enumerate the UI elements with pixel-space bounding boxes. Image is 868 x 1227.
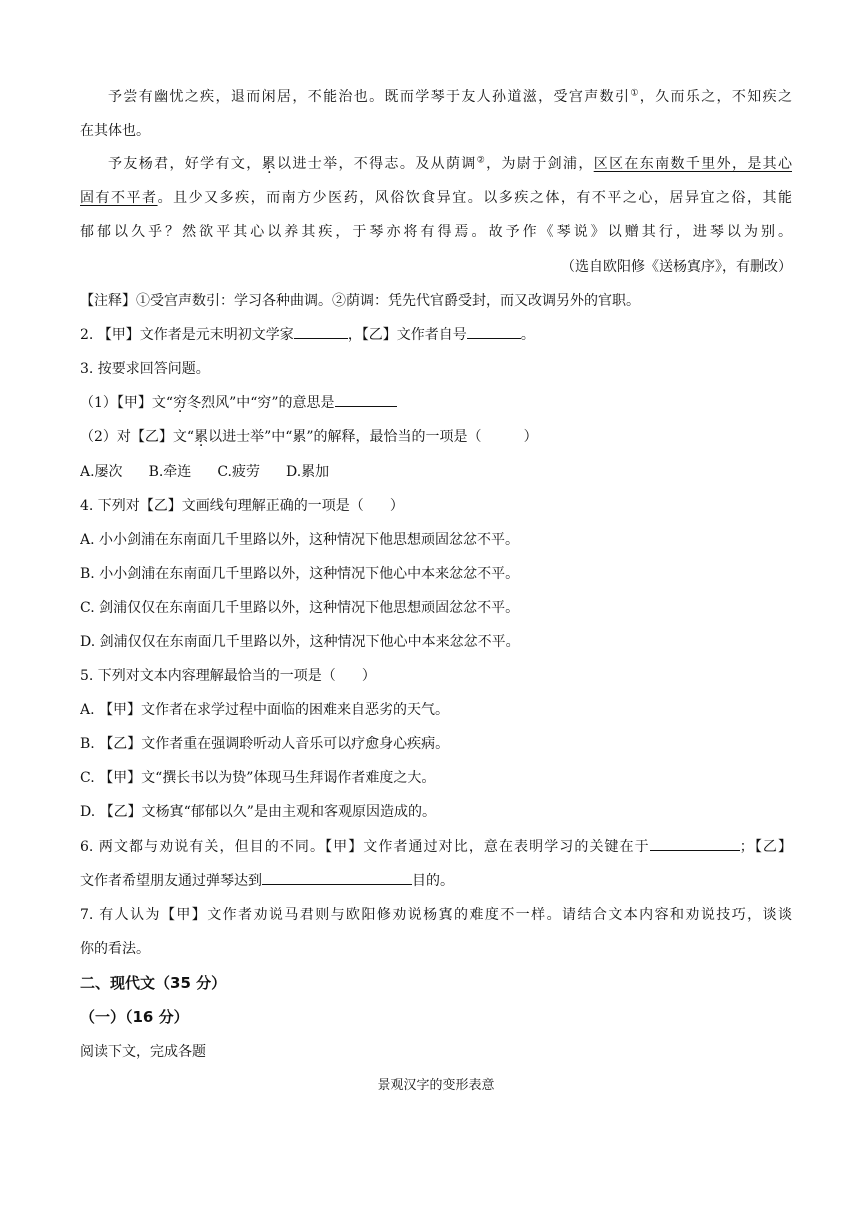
answer-blank[interactable] [294,324,348,339]
text-run: （1）【甲】文“ [80,395,174,411]
section-heading: 二、现代文（35 分） [80,974,227,992]
text-run: 文作者希望朋友通过弹琴达到 [80,873,262,889]
text-run: 。 [520,327,535,343]
text-run: ，【乙】文作者自号 [347,327,467,343]
text-run: ） [523,429,538,445]
underlined-sentence-part1: 区区在东南数千里外，是其心 [593,156,792,172]
emphasis-char-lei: 累 [194,429,209,445]
question-4-stem [80,495,792,517]
footnote-marker-1: ① [630,88,640,99]
text-run: ，为尉于剑浦， [486,156,594,172]
annotation-notes: 【注释】①受宫声数引：学习各种曲调。②荫调：凭先代官爵受封，而又改调另外的官职。 [80,293,640,309]
option-d[interactable]: D.累加 [285,464,330,480]
text-run: 予尝有幽忧之疾，退而闲居，不能治也。既而学琴于友人孙道滋，受宫声数引 [108,89,631,105]
question-3-stem: 3. 按要求回答问题。 [80,361,210,377]
text-run: 6. 两文都与劝说有关，但目的不同。【甲】文作者通过对比，意在表明学习的关键在于 [80,839,650,855]
question-6-line1 [80,836,792,858]
text-run: （2）对【乙】文“ [80,429,195,445]
passage-yi-p1-line1 [108,86,792,108]
question-4-option-c[interactable]: C. 剑浦仅仅在东南面几千里路以外，这种情况下他思想顽固忿忿不平。 [80,600,520,616]
passage-source: （选自欧阳修《送杨寘序》，有删改） [561,259,792,275]
reading-instruction: 阅读下文，完成各题 [80,1044,206,1060]
question-5-stem [80,665,792,687]
text-run: ） [389,498,404,514]
text-run: ；【乙】 [739,839,792,855]
question-4-option-b[interactable]: B. 小小剑浦在东南面几千里路以外，这种情况下他心中本来忿忿不平。 [80,566,520,582]
text-run: 2. 【甲】文作者是元末明初文学家 [80,327,294,343]
question-2 [80,324,792,346]
text-run: 以进士举，不得志。及从荫调 [277,156,477,172]
emphasis-char-qiong: 穷 [173,395,188,411]
passage-yi-p1-line2: 在其体也。 [80,123,150,139]
question-5-option-c[interactable]: C. 【甲】文“撰长书以为贽”体现马生拜谒作者难度之大。 [80,770,436,786]
answer-blank[interactable] [650,836,740,851]
answer-blank[interactable] [467,324,521,339]
question-5-option-b[interactable]: B. 【乙】文作者重在强调聆听动人音乐可以疗愈身心疾病。 [80,736,450,752]
option-a[interactable]: A.屡次 [80,464,123,480]
footnote-marker-2: ② [476,155,487,166]
subsection-heading: （一）（16 分） [80,1008,189,1026]
option-b[interactable]: B.牵连 [148,464,192,480]
question-5-option-a[interactable]: A. 【甲】文作者在求学过程中面临的困难来自恶劣的天气。 [80,702,450,718]
emphasis-char-lei: 累 [261,156,277,172]
question-6-line2 [80,870,792,892]
text-run: ） [361,668,376,684]
question-5-option-d[interactable]: D. 【乙】文杨寘“郁郁以久”是由主观和客观原因造成的。 [80,804,436,820]
question-7-line1: 7. 有人认为【甲】文作者劝说马君则与欧阳修劝说杨寘的难度不一样。请结合文本内容和劝说技巧，谈谈 [80,907,792,923]
text-run: 冬烈风”中“穷”的意思是 [187,395,335,411]
text-run: 。且少又多疾，而南方少医药，风俗饮食异宜。以多疾之体，有不平之心，居异宜之俗，其能 [157,190,792,206]
question-3-sub1 [80,392,792,414]
passage-yi-p2-line1 [108,153,792,175]
passage-yi-p2-line3: 郁郁以久乎？然欲平其心以养其疾，于琴亦将有得焉。故予作《琴说》以赠其行，进琴以为别。 [80,224,792,240]
text-run: ，久而乐之，不知疾之 [639,89,792,105]
passage-yi-p2-line2 [80,187,792,209]
text-run: 4. 下列对【乙】文画线句理解正确的一项是（ [80,498,364,514]
question-7-line2: 你的看法。 [80,941,150,957]
option-c[interactable]: C.疲劳 [217,464,260,480]
text-run: 目的。 [412,873,454,889]
text-run: 5. 下列对文本内容理解最恰当的一项是（ [80,668,336,684]
answer-blank[interactable] [335,392,397,407]
text-run: 予友杨君，好学有文， [108,156,262,172]
question-3-options [80,461,792,483]
answer-blank[interactable] [262,870,412,885]
question-4-option-d[interactable]: D. 剑浦仅仅在东南面几千里路以外，这种情况下他心中本来忿忿不平。 [80,634,520,650]
article-title: 景观汉字的变形表意 [377,1078,495,1093]
question-4-option-a[interactable]: A. 小小剑浦在东南面几千里路以外，这种情况下他思想顽固忿忿不平。 [80,532,520,548]
text-run: 以进士举”中“累”的解释，最恰当的一项是（ [208,429,482,445]
underlined-sentence-part2: 固有不平者 [80,190,158,206]
question-3-sub2 [80,426,792,448]
